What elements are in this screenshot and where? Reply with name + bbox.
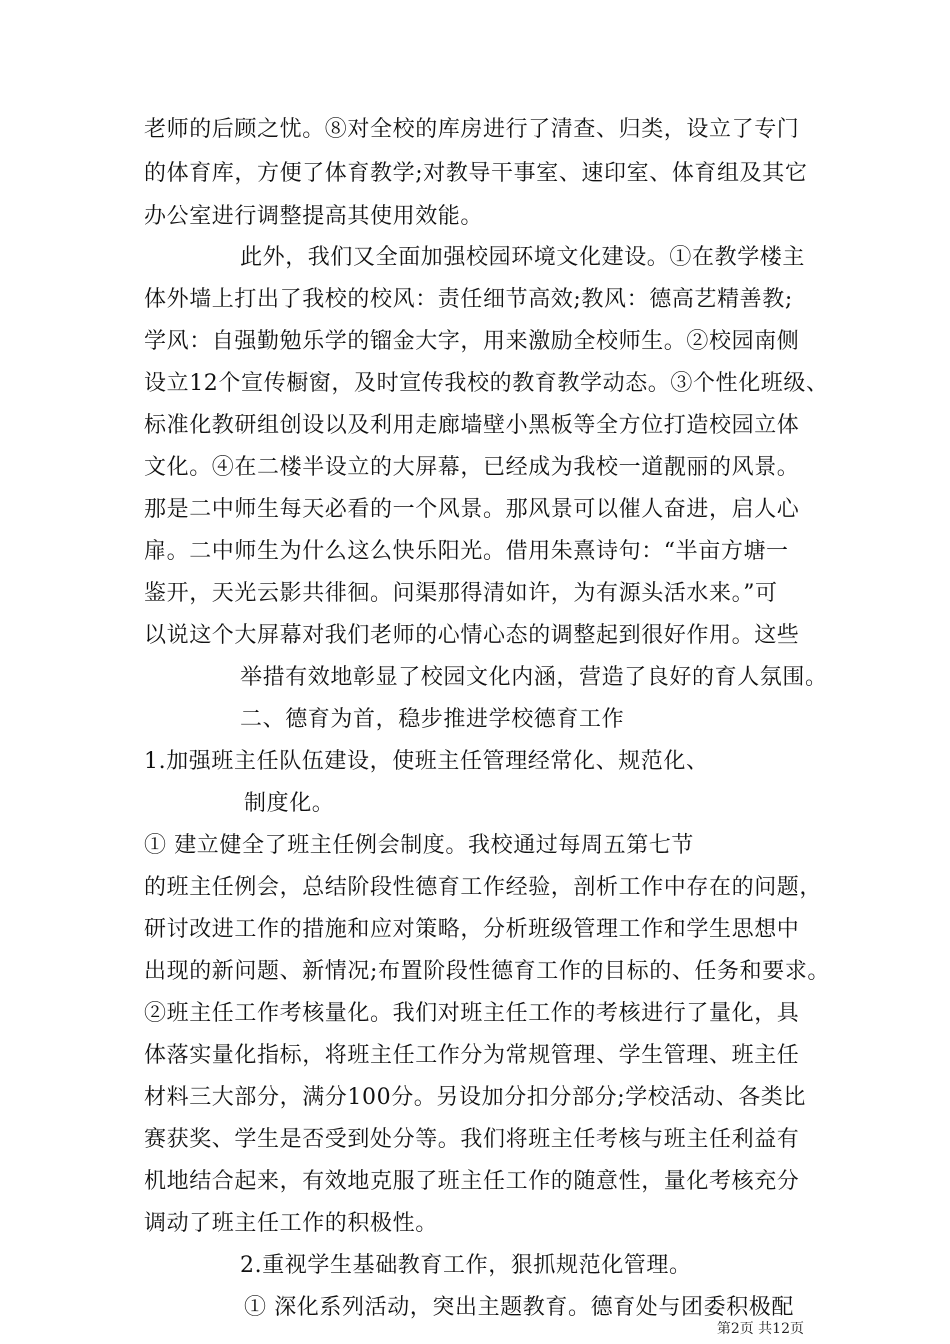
- subheading-line: 2.重视学生基础教育工作，狠抓规范化管理。: [240, 1253, 692, 1278]
- text-line: 设立12个宣传橱窗，及时宣传我校的教育教学动态。③个性化班级、: [144, 371, 829, 396]
- text-line: 体落实量化指标，将班主任工作分为常规管理、学生管理、班主任: [144, 1043, 800, 1068]
- text-line: 调动了班主任工作的积极性。: [144, 1211, 438, 1236]
- text-line: 材料三大部分，满分100分。另设加分扣分部分;学校活动、各类比: [144, 1085, 807, 1110]
- text-line: 赛获奖、学生是否受到处分等。我们将班主任考核与班主任利益有: [144, 1127, 800, 1152]
- text-line: 那是二中师生每天必看的一个风景。那风景可以催人奋进，启人心: [144, 497, 800, 522]
- text-line: 制度化。: [244, 791, 335, 816]
- paragraph-start-line: ① 建立健全了班主任例会制度。我校通过每周五第七节: [144, 833, 694, 858]
- text-line: 举措有效地彰显了校园文化内涵，营造了良好的育人氛围。: [240, 665, 828, 690]
- text-line: 学风：自强勤勉乐学的镏金大字，用来激励全校师生。②校园南侧: [144, 329, 800, 354]
- text-line: 的班主任例会，总结阶段性德育工作经验，剖析工作中存在的问题，: [144, 875, 823, 900]
- text-line: 标准化教研组创设以及利用走廊墙壁小黑板等全方位打造校园立体: [144, 413, 800, 438]
- text-line: 鉴开，天光云影共徘徊。问渠那得清如许，为有源头活水来。”可: [144, 581, 778, 606]
- text-line: 研讨改进工作的措施和应对策略，分析班级管理工作和学生思想中: [144, 917, 800, 942]
- text-line: 扉。二中师生为什么这么快乐阳光。借用朱熹诗句：“半亩方塘一: [144, 539, 789, 564]
- text-line: 文化。④在二楼半设立的大屏幕，已经成为我校一道靓丽的风景。: [144, 455, 800, 480]
- paragraph-start-line: ① 深化系列活动，突出主题教育。德育处与团委积极配: [244, 1295, 794, 1320]
- text-line: 办公室进行调整提高其使用效能。: [144, 204, 484, 229]
- text-line: 老师的后顾之忧。⑧对全校的库房进行了清查、归类，设立了专门: [144, 117, 800, 142]
- text-line: 出现的新问题、新情况;布置阶段性德育工作的目标的、任务和要求。: [144, 959, 831, 984]
- page-number-footer: 第2页 共12页: [716, 1321, 804, 1337]
- text-line: 体外墙上打出了我校的校风：责任细节高效;教风：德高艺精善教;: [144, 287, 793, 312]
- text-line: 以说这个大屏幕对我们老师的心情心态的调整起到很好作用。这些: [144, 623, 800, 648]
- text-line: 机地结合起来，有效地克服了班主任工作的随意性，量化考核充分: [144, 1169, 800, 1194]
- text-line: 的体育库，方便了体育教学;对教导干事室、速印室、体育组及其它: [144, 161, 808, 186]
- section-heading: 二、德育为首，稳步推进学校德育工作: [240, 707, 625, 732]
- text-line: ②班主任工作考核量化。我们对班主任工作的考核进行了量化，具: [144, 1001, 800, 1026]
- subheading-line: 1.加强班主任队伍建设，使班主任管理经常化、规范化、: [144, 749, 709, 774]
- paragraph-start-line: 此外，我们又全面加强校园环境文化建设。①在教学楼主: [240, 245, 806, 270]
